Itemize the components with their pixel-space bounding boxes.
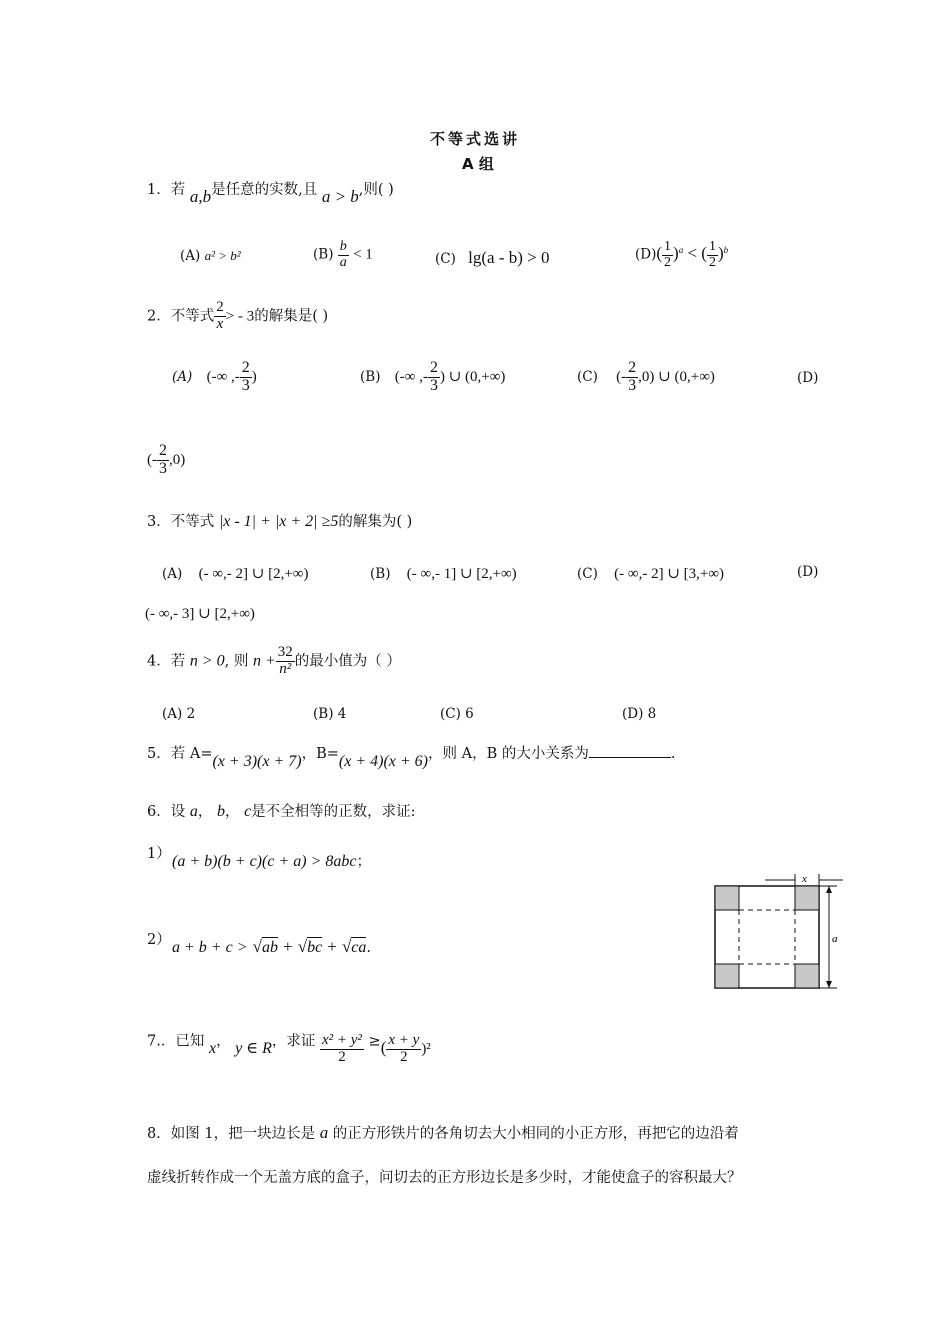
q1-option-d-den-1: 2	[664, 254, 672, 270]
q7-var-x: x	[208, 1040, 217, 1058]
q1-option-b-numerator: b	[339, 239, 347, 254]
question-3	[147, 510, 412, 531]
q4-text-1: 若	[170, 653, 186, 670]
q3-option-a-expr: (- ∞,- 2] ∪ [2,+∞)	[198, 566, 309, 582]
q1-text-1: 若	[170, 182, 186, 198]
q6-part-1-expr: (a + b)(b + c)(c + a) > 8abc	[172, 853, 357, 870]
q3-option-c-label: (C)	[577, 566, 598, 582]
q2-option-c-fraction	[626, 360, 638, 395]
q2-option-c-label: (C)	[577, 368, 598, 385]
q5-expression-a: (x + 3)(x + 7)	[212, 753, 302, 770]
q4-math-1: n > 0	[189, 652, 225, 670]
q6-radicand-1: ab	[261, 939, 278, 956]
q2-option-c-num: 2	[628, 359, 637, 376]
q6-part-2-pre: a + b + c >	[172, 939, 248, 956]
q7-geq: ≥	[368, 1033, 381, 1050]
q5-number: 5．	[147, 746, 171, 762]
q3-text-1: 不等式	[170, 514, 215, 530]
q1-option-d-exp-a: a	[678, 245, 684, 256]
q2-option-c-post: ,0) ∪ (0,+∞)	[638, 368, 715, 385]
question-1	[147, 178, 394, 206]
q1-math-2: a > b	[321, 187, 359, 206]
q6-var-b: b	[216, 803, 225, 820]
q2-option-d-label: (D)	[797, 370, 819, 386]
q8-var-a: a	[319, 1123, 329, 1142]
q6-part-1-end: ；	[356, 854, 371, 870]
q4-denominator: n²	[279, 660, 292, 677]
q2-number: 2．	[147, 308, 171, 325]
q7-numerator-1: x² + y²	[322, 1032, 362, 1048]
q3-option-c	[577, 564, 724, 583]
q6-number: 6．	[147, 804, 171, 820]
q4-numerator: 32	[277, 644, 293, 660]
q2-option-d-fraction	[157, 443, 169, 478]
q6-text-1: 设	[170, 804, 186, 820]
q2-fraction	[214, 300, 226, 333]
q1-text-3: ,则( )	[358, 182, 394, 198]
sqrt-icon: √	[252, 937, 262, 956]
q1-option-a-label: (A)	[180, 248, 201, 264]
q1-option-c-label: (C)	[435, 251, 456, 267]
q7-denominator-1: 2	[338, 1048, 346, 1065]
q1-option-a	[180, 248, 241, 264]
q2-numerator: 2	[216, 299, 224, 315]
q1-option-d-paren-3: )	[717, 243, 724, 263]
q3-number: 3．	[147, 514, 171, 530]
q2-option-b	[360, 360, 505, 395]
q7-text-2: ，求证	[271, 1033, 316, 1050]
q7-numerator-2: x + y	[388, 1032, 420, 1048]
q6-var-a: a	[189, 803, 198, 820]
q1-math-1: a,b	[189, 187, 212, 206]
q1-option-d-num-2: 1	[708, 239, 716, 254]
q6-part-2-label: 2）	[147, 932, 171, 948]
question-4	[147, 645, 401, 678]
q1-option-d-num-1: 1	[664, 239, 672, 254]
q6-part-1	[172, 850, 371, 871]
q2-option-d-den: 3	[159, 459, 167, 477]
q2-option-b-label: (B)	[360, 368, 381, 385]
q3-option-a	[162, 564, 308, 583]
q1-option-a-expr: a² > b²	[204, 248, 241, 263]
q1-number: 1．	[147, 182, 171, 198]
q6-radicand-3: ca	[351, 939, 367, 956]
q1-option-b	[313, 240, 373, 270]
q2-option-d-pre: (-	[147, 451, 157, 468]
q4-text-2: , 则	[224, 653, 249, 670]
q3-option-a-label: (A)	[162, 566, 183, 582]
q1-option-b-label: (B)	[313, 246, 334, 263]
q1-text-2: 是任意的实数,且	[211, 182, 318, 198]
sqrt-icon: √	[297, 937, 308, 956]
figure-label-x: x	[802, 873, 807, 885]
q2-option-d	[147, 443, 185, 478]
q7-paren-open: (	[380, 1038, 387, 1058]
q6-sep-2: ，	[224, 804, 240, 820]
corner-cut-top-right	[795, 886, 819, 910]
q2-option-b-fraction	[428, 360, 440, 395]
q4-option-d: (D) 8	[622, 706, 657, 722]
q4-option-a: (A) 2	[162, 706, 196, 722]
q1-option-c	[435, 248, 550, 268]
q7-number: 7.．	[147, 1033, 176, 1050]
q7-sep: ，	[216, 1033, 231, 1050]
q6-sep-1: ，	[197, 804, 213, 820]
q2-option-a	[172, 360, 257, 395]
q2-text-1: 不等式	[170, 308, 215, 325]
arrow-down-icon	[826, 981, 832, 988]
q1-option-d-label: (D)	[635, 246, 657, 263]
q1-option-b-denominator: a	[339, 254, 347, 270]
q6-part-2: a + b + c > √ab + √bc + √ca.	[172, 937, 372, 956]
q1-option-d-den-2: 2	[708, 254, 716, 270]
q1-option-c-expr: lg(a - b) > 0	[468, 248, 550, 267]
q4-text-3: 的最小值为（ ）	[294, 653, 401, 670]
q6-var-c: c	[244, 803, 252, 820]
q3-option-b-expr: (- ∞,- 1] ∪ [2,+∞)	[406, 566, 517, 582]
q6-part-1-label: 1）	[147, 846, 171, 862]
q4-option-c: (C) 6	[440, 706, 474, 722]
q8-text-1: 如图 1，把一块边长是	[170, 1126, 316, 1142]
question-7	[147, 1025, 431, 1065]
q6-part-2-end: .	[366, 940, 372, 956]
q2-option-a-den: 3	[241, 376, 250, 394]
question-8-line-2: 虚线折转作成一个无盖方底的盒子，问切去的正方形边长是多少时，才能使盒子的容积最大？	[147, 1170, 742, 1186]
q2-option-b-post: ) ∪ (0,+∞)	[439, 368, 506, 385]
q2-option-a-fraction	[240, 360, 252, 395]
q3-option-b	[370, 564, 517, 583]
q2-denominator: x	[216, 315, 224, 332]
q7-var-y: y ∈ R	[235, 1040, 272, 1058]
q4-number: 4．	[147, 653, 171, 670]
q2-option-a-label: (A)	[172, 368, 193, 385]
q2-option-c-pre: (-	[616, 368, 627, 385]
q1-option-d-paren-2: )	[673, 243, 679, 263]
q1-option-d-paren-1: (	[656, 243, 663, 263]
q2-option-d-post: ,0)	[169, 451, 186, 468]
q3-option-d-expr: (- ∞,- 3] ∪ [2,+∞)	[145, 606, 255, 622]
q7-fraction-2	[386, 1033, 421, 1066]
q3-option-b-label: (B)	[370, 566, 391, 582]
q2-text-2: 的解集是( )	[254, 308, 329, 325]
arrow-up-icon	[826, 886, 832, 893]
q2-option-b-pre: (-∞ ,-	[394, 368, 428, 385]
page-title: 不等式选讲	[430, 130, 521, 148]
q1-option-d-exp-b: b	[723, 245, 729, 256]
q2-option-c	[577, 360, 715, 395]
box-diagram	[705, 868, 850, 998]
q5-end: .	[670, 746, 676, 762]
q5-text-1: 若 A=	[170, 746, 213, 762]
q2-option-a-pre: (-∞ ,-	[206, 368, 240, 385]
q8-number: 8．	[147, 1126, 171, 1142]
q3-option-c-expr: (- ∞,- 2] ∪ [3,+∞)	[614, 566, 725, 582]
q3-expression: |x - 1| + |x + 2| ≥5	[218, 513, 339, 530]
question-8	[147, 1122, 739, 1143]
q5-expression-b: (x + 4)(x + 6)	[338, 753, 428, 770]
q7-fraction-1	[320, 1033, 364, 1066]
q3-text-2: 的解集为( )	[338, 514, 413, 530]
corner-cut-top-left	[715, 886, 739, 910]
q4-fraction	[276, 645, 295, 678]
q7-denominator-2: 2	[400, 1048, 408, 1065]
q1-option-b-fraction	[338, 240, 349, 270]
q1-option-d-lt: < (	[683, 243, 707, 263]
q3-option-d-label: (D)	[797, 564, 819, 580]
q2-option-a-post: )	[251, 368, 257, 385]
question-2	[147, 300, 328, 333]
q2-option-c-den: 3	[628, 376, 637, 394]
q1-option-b-rest: < 1	[353, 246, 373, 263]
q3-option-d	[145, 604, 255, 623]
question-6	[147, 800, 416, 821]
group-heading: A 组	[462, 155, 494, 173]
corner-cut-bottom-right	[795, 964, 819, 988]
q5-text-3: ，则 A，B 的大小关系为	[428, 746, 589, 762]
q8-text-2: 的正方形铁片的各角切去大小相同的小正方形，再把它的边沿着	[332, 1126, 739, 1142]
q7-paren-close: )²	[421, 1041, 431, 1058]
q5-answer-blank[interactable]	[589, 743, 671, 758]
q2-inequality: > - 3	[225, 308, 255, 325]
q2-option-b-den: 3	[429, 376, 438, 394]
q5-text-2: ，B=	[301, 746, 339, 762]
q1-option-d-fraction-1	[662, 240, 673, 270]
q6-radicand-2: bc	[307, 939, 323, 956]
q4-math-2: n +	[252, 652, 276, 670]
corner-cut-bottom-left	[715, 964, 739, 988]
q6-text-2: 是不全相等的正数，求证:	[251, 804, 416, 820]
q1-option-d-fraction-2	[707, 240, 718, 270]
q4-option-b: (B) 4	[313, 706, 347, 722]
sqrt-icon: √	[341, 937, 352, 956]
q2-option-d-num: 2	[159, 442, 167, 459]
question-5	[147, 742, 676, 770]
q2-option-a-num: 2	[241, 359, 250, 376]
q2-option-b-num: 2	[429, 359, 438, 376]
q7-text-1: 已知	[175, 1033, 205, 1050]
q1-option-d	[635, 240, 728, 270]
figure-label-a: a	[832, 933, 838, 945]
